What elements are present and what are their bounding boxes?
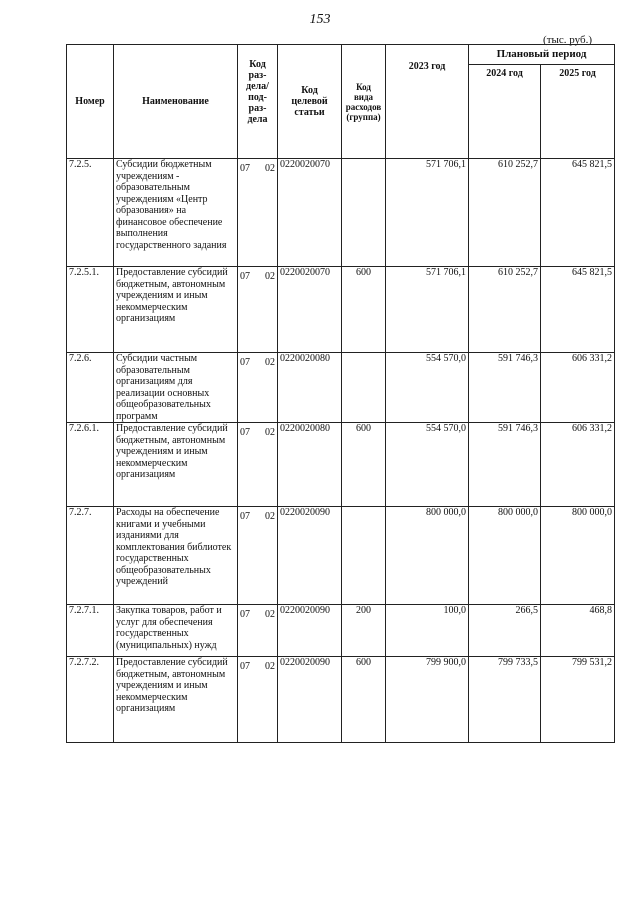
row-section-code	[238, 267, 278, 353]
row-section: 07	[240, 427, 250, 438]
row-expense-type	[342, 353, 386, 423]
row-2025: 645 821,5	[541, 159, 615, 267]
row-name: Предоставление субсидий бюджетным, автономным учреждениям и иным некоммерческим организациям	[114, 657, 238, 743]
row-2023: 799 900,0	[386, 657, 469, 743]
row-2024: 799 733,5	[469, 657, 541, 743]
row-number: 7.2.5.	[67, 159, 114, 267]
header-2024: 2024 год	[469, 65, 541, 83]
header-2023: 2023 год	[386, 45, 469, 159]
row-section: 07	[240, 661, 250, 672]
row-target-code: 0220020090	[278, 605, 342, 657]
row-2025: 606 331,2	[541, 353, 615, 423]
page-number: 153	[309, 12, 331, 27]
row-2024: 610 252,7	[469, 159, 541, 267]
header-2025: 2025 год	[541, 65, 615, 83]
table-row	[67, 507, 615, 605]
row-section-code	[238, 507, 278, 605]
row-2023: 800 000,0	[386, 507, 469, 605]
row-target-code: 0220020090	[278, 507, 342, 605]
row-subsection: 02	[265, 427, 275, 438]
row-2024: 266,5	[469, 605, 541, 657]
row-2023: 554 570,0	[386, 353, 469, 423]
row-expense-type: 600	[342, 423, 386, 507]
row-section: 07	[240, 511, 250, 522]
table-row	[67, 423, 615, 507]
row-2023: 571 706,1	[386, 159, 469, 267]
header-target: Код целевой статьи	[278, 45, 342, 159]
table-row	[67, 267, 615, 353]
table-row	[67, 657, 615, 743]
units-label: (тыс. руб.)	[543, 34, 592, 46]
row-number: 7.2.7.	[67, 507, 114, 605]
row-number: 7.2.7.2.	[67, 657, 114, 743]
row-number: 7.2.6.	[67, 353, 114, 423]
row-subsection: 02	[265, 609, 275, 620]
row-subsection: 02	[265, 357, 275, 368]
row-2023: 100,0	[386, 605, 469, 657]
row-2023: 571 706,1	[386, 267, 469, 353]
row-section-code	[238, 159, 278, 267]
row-2024: 591 746,3	[469, 423, 541, 507]
row-number: 7.2.7.1.	[67, 605, 114, 657]
row-section: 07	[240, 163, 250, 174]
table-body	[67, 159, 615, 743]
row-subsection: 02	[265, 661, 275, 672]
row-name: Закупка товаров, работ и услуг для обеспечения государственных (муниципальных) нужд	[114, 605, 238, 657]
header-expense-type: Код вида расходов (группа)	[342, 45, 386, 159]
row-name: Предоставление субсидий бюджетным, автономным учреждениям и иным некоммерческим организациям	[114, 423, 238, 507]
header-number: Номер	[67, 45, 114, 159]
row-expense-type: 600	[342, 657, 386, 743]
row-section-code	[238, 423, 278, 507]
row-target-code: 0220020080	[278, 423, 342, 507]
budget-table	[66, 44, 615, 743]
row-2025: 799 531,2	[541, 657, 615, 743]
row-2025: 800 000,0	[541, 507, 615, 605]
row-target-code: 0220020070	[278, 159, 342, 267]
row-subsection: 02	[265, 271, 275, 282]
row-target-code: 0220020080	[278, 353, 342, 423]
row-name: Предоставление субсидий бюджетным, автономным учреждениям и иным некоммерческим организациям	[114, 267, 238, 353]
table-row	[67, 159, 615, 267]
table-header	[67, 45, 615, 159]
row-section: 07	[240, 271, 250, 282]
row-number: 7.2.6.1.	[67, 423, 114, 507]
row-expense-type	[342, 507, 386, 605]
table-row	[67, 605, 615, 657]
row-number: 7.2.5.1.	[67, 267, 114, 353]
row-expense-type: 200	[342, 605, 386, 657]
header-name: Наименование	[114, 45, 238, 159]
row-section: 07	[240, 609, 250, 620]
row-section: 07	[240, 357, 250, 368]
row-target-code: 0220020070	[278, 267, 342, 353]
row-expense-type: 600	[342, 267, 386, 353]
row-2024: 800 000,0	[469, 507, 541, 605]
row-section-code	[238, 353, 278, 423]
row-subsection: 02	[265, 163, 275, 174]
row-name: Расходы на обеспечение книгами и учебными изданиями для комплектования библиотек государственных общеобразовательных учреждений	[114, 507, 238, 605]
row-2024: 610 252,7	[469, 267, 541, 353]
row-target-code: 0220020090	[278, 657, 342, 743]
row-subsection: 02	[265, 511, 275, 522]
row-section-code	[238, 657, 278, 743]
header-planned-period: Плановый период	[469, 45, 615, 65]
row-section-code	[238, 605, 278, 657]
row-2025: 606 331,2	[541, 423, 615, 507]
row-name: Субсидии частным образовательным организациям для реализации основных общеобразовательных программ	[114, 353, 238, 423]
row-2025: 645 821,5	[541, 267, 615, 353]
header-section: Код раз- дела/ под- раз- дела	[238, 45, 278, 159]
row-2025: 468,8	[541, 605, 615, 657]
row-name: Субсидии бюджетным учреждениям - образовательным учреждениям «Центр образования» на финансовое обеспечение выполнения государственного задания	[114, 159, 238, 267]
row-expense-type	[342, 159, 386, 267]
row-2024: 591 746,3	[469, 353, 541, 423]
table-row	[67, 353, 615, 423]
row-2023: 554 570,0	[386, 423, 469, 507]
